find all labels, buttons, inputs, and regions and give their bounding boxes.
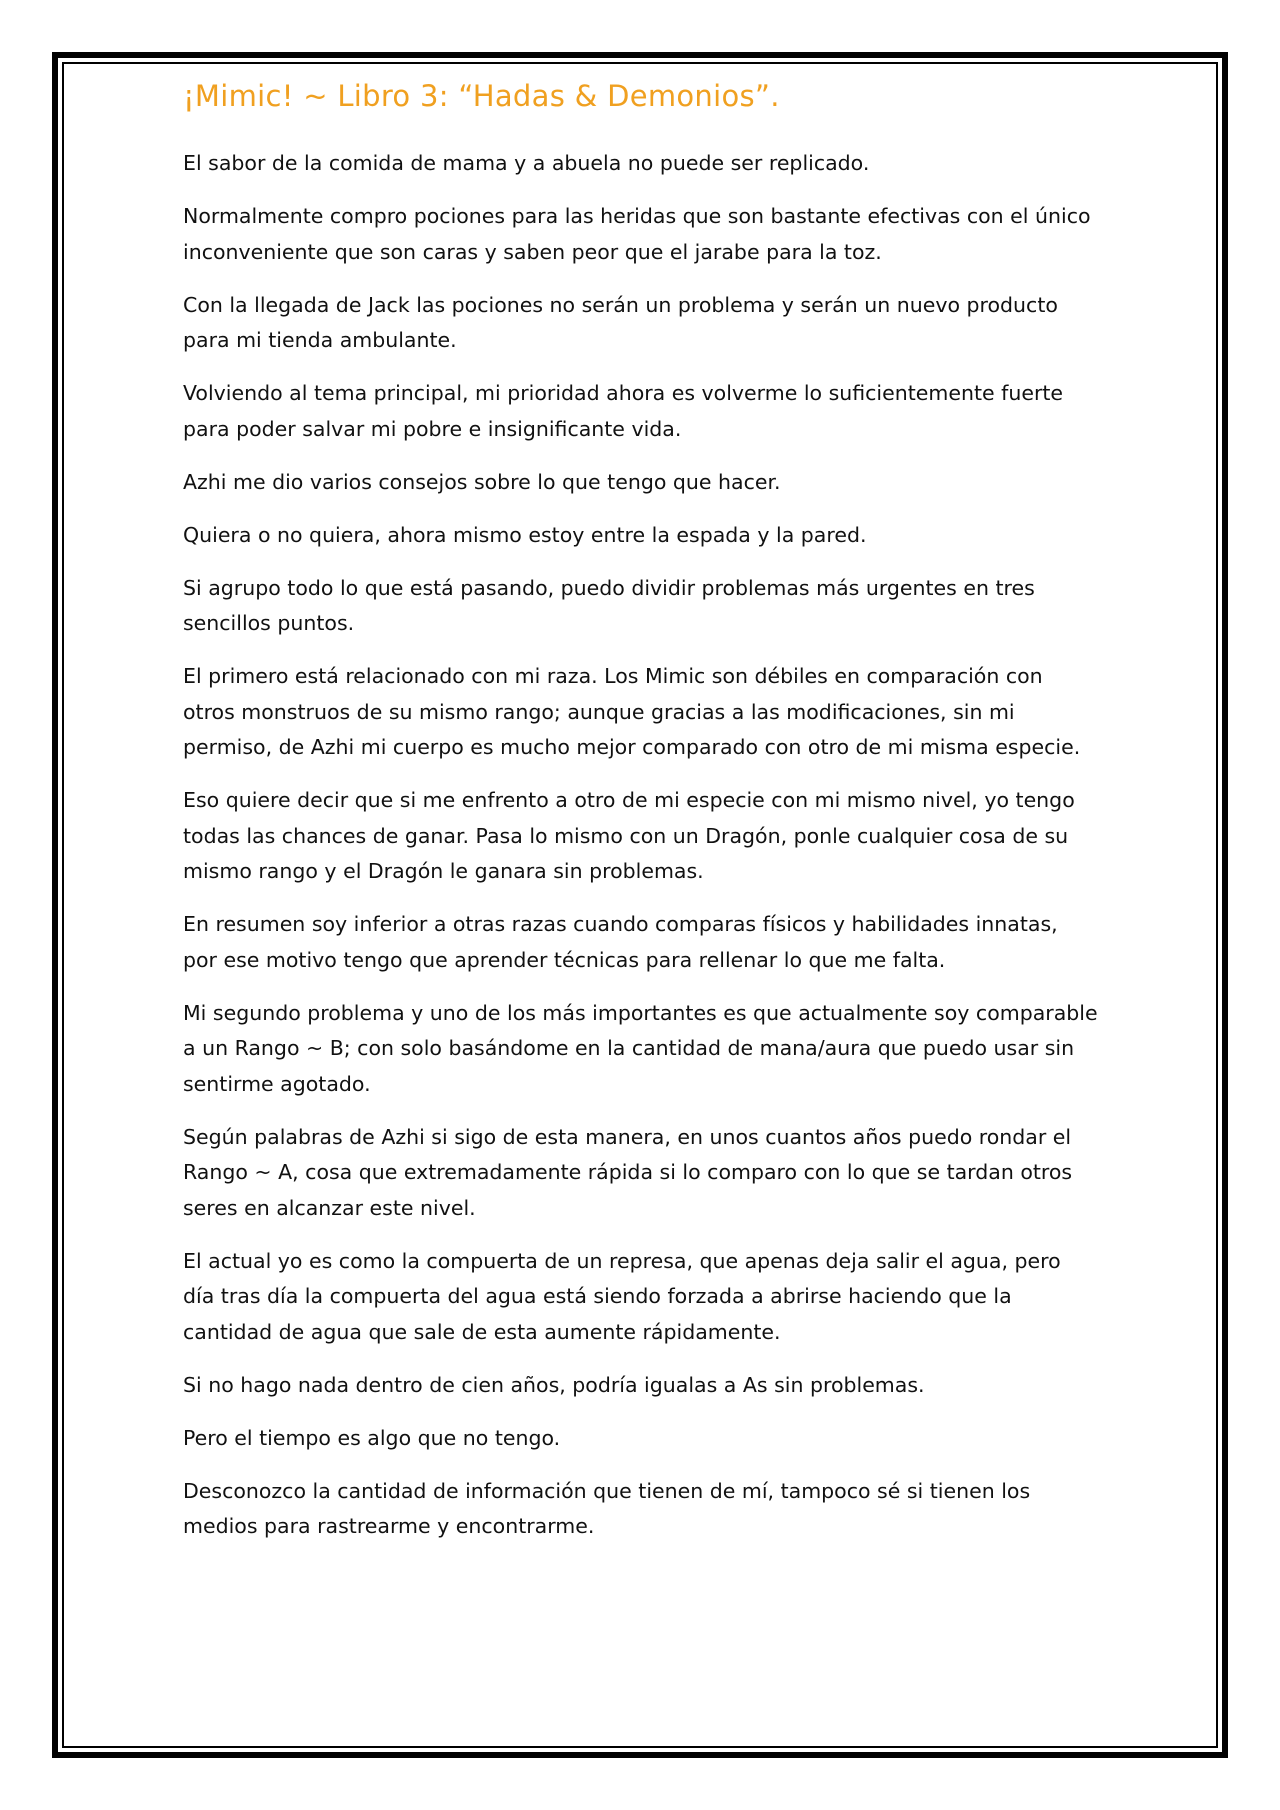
paragraph: Desconozco la cantidad de información que tienen de mí, tampoco sé si tienen los medios para rastrearme y encontrarme. — [183, 1478, 1031, 1538]
paragraph: Normalmente compro pociones para las heridas que son bastante efectivas con el único inconveniente que son caras y saben peor que el jarabe para la toz. — [183, 204, 1091, 264]
paragraph: Eso quiere decir que si me enfrento a otro de mi especie con mi mismo nivel, yo tengo todas las chances de ganar. Pasa lo mismo con un Dragón, ponle cualquier cosa de su mismo rango y el Dragón le ganara sin problemas. — [183, 788, 1075, 883]
paragraph: El actual yo es como la compuerta de un represa, que apenas deja salir el agua, pero día tras día la compuerta del agua está siendo forzada a abrirse haciendo que la cantidad de agua que sale de esta aumente rápidamente. — [183, 1248, 1061, 1344]
paragraph: Si no hago nada dentro de cien años, podría igualas a As sin problemas. — [183, 1372, 925, 1397]
paragraph: Quiera o no quiera, ahora mismo estoy entre la espada y la pared. — [183, 522, 867, 547]
paragraph: Con la llegada de Jack las pociones no serán un problema y serán un nuevo producto para mi tienda ambulante. — [183, 292, 1058, 352]
paragraph: Mi segundo problema y uno de los más importantes es que actualmente soy comparable a un Rango ~ B; con solo basándome en la cantidad de mana/aura que puedo usar sin sentirme agotado. — [183, 1000, 1098, 1096]
paragraph: Volviendo al tema principal, mi prioridad ahora es volverme lo suficientemente fuerte para poder salvar mi pobre e insignificante vida. — [183, 381, 1064, 441]
paragraph: Según palabras de Azhi si sigo de esta manera, en unos cuantos años puedo rondar el Rango ~ A, cosa que extremadamente rápida si lo comparo con lo que se tardan otros seres en alcanzar este nivel. — [183, 1124, 1073, 1220]
document-body — [183, 74, 1098, 1562]
paragraph: El sabor de la comida de mama y a abuela no puede ser replicado. — [183, 151, 870, 175]
paragraph: Azhi me dio varios consejos sobre lo que tengo que hacer. — [183, 469, 781, 494]
paragraph: Pero el tiempo es algo que no tengo. — [183, 1425, 561, 1450]
paragraph: Si agrupo todo lo que está pasando, puedo dividir problemas más urgentes en tres sencillos puntos. — [183, 575, 1035, 635]
paragraph: El primero está relacionado con mi raza. Los Mimic son débiles en comparación con otros monstruos de su mismo rango; aunque gracias a las modificaciones, sin mi permiso, de Azhi mi cuerpo es mucho mejor comparado con otro de mi misma especie. — [183, 664, 1081, 759]
document-title: ¡Mimic! ~ Libro 3: “Hadas & Demonios”. — [183, 79, 780, 113]
paragraph: En resumen soy inferior a otras razas cuando comparas físicos y habilidades innatas, por ese motivo tengo que aprender técnicas para rellenar lo que me falta. — [183, 912, 1058, 972]
